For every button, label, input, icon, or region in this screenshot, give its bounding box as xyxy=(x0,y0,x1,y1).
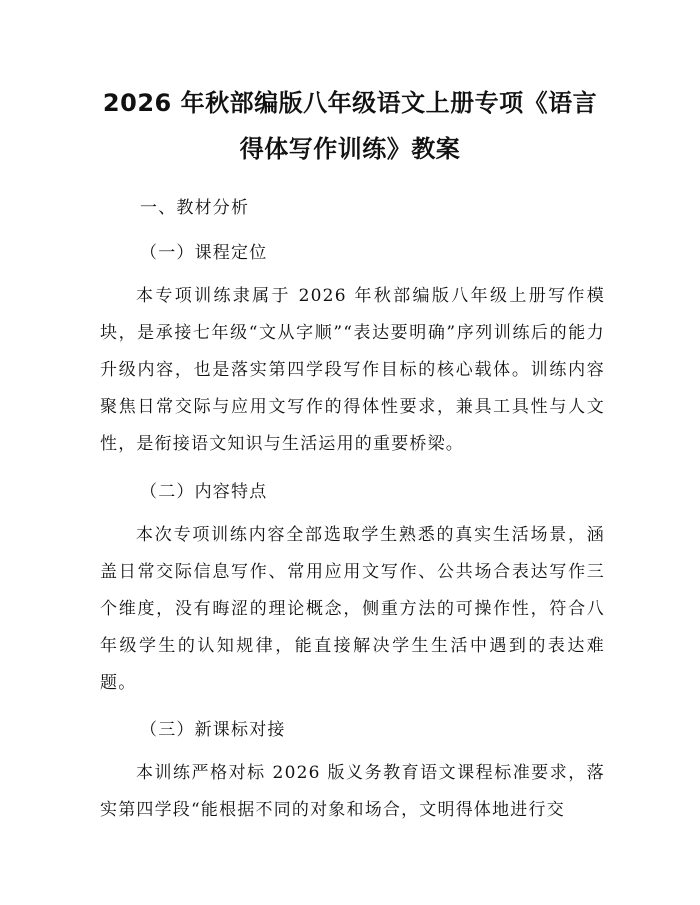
subheading-curriculum-alignment: （三）新课标对接 xyxy=(140,720,286,740)
section-heading-textbook-analysis: 一、教材分析 xyxy=(140,198,250,218)
paragraph-curriculum-alignment: 本训练严格对标 2026 版义务教育语文课程标准要求，落实第四学段“能根据不同的对象和场合，文明得体地进行交 xyxy=(100,763,605,820)
paragraph-content-features: 本次专项训练内容全部选取学生熟悉的真实生活场景，涵盖日常交际信息写作、常用应用文写作、公共场合表达写作三个维度，没有晦涩的理论概念，侧重方法的可操作性，符合八年级学生的认知规律，能直接解决学生生活中遇到的表达难题。 xyxy=(100,525,605,693)
title-line-1: 2026 年秋部编版八年级语文上册专项《语言 xyxy=(102,89,598,117)
subheading-content-features: （二）内容特点 xyxy=(140,482,268,502)
title-line-2: 得体写作训练》教案 xyxy=(239,135,461,163)
subheading-course-positioning: （一）课程定位 xyxy=(140,243,268,263)
paragraph-course-positioning: 本专项训练隶属于 2026 年秋部编版八年级上册写作模块，是承接七年级“文从字顺”“表达要明确”序列训练后的能力升级内容，也是落实第四学段写作目标的核心载体。训练内容聚焦日常交际与应用文写作的得体性要求，兼具工具性与人文性，是衔接语文知识与生活运用的重要桥梁。 xyxy=(100,286,605,454)
document-title xyxy=(92,80,608,172)
